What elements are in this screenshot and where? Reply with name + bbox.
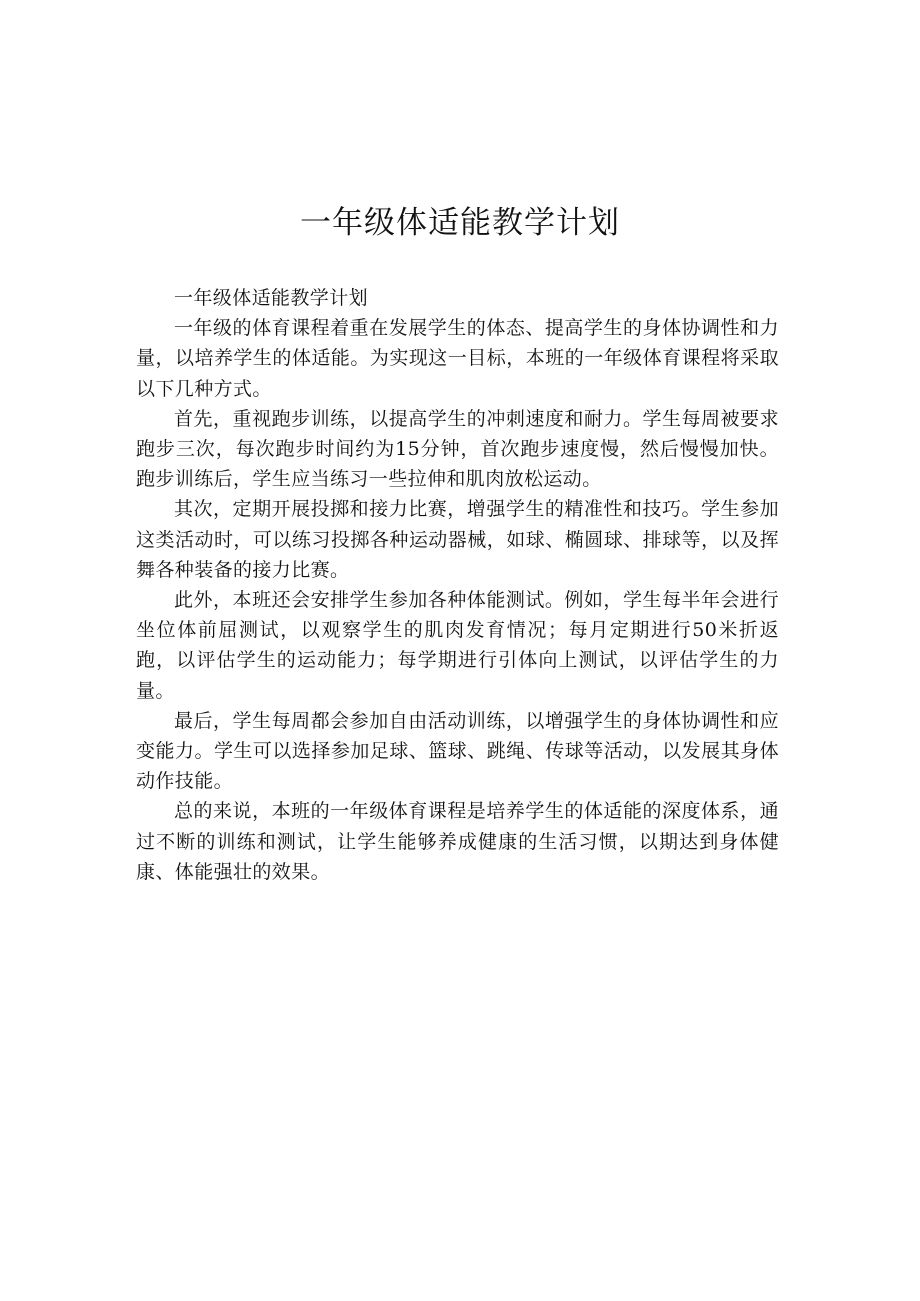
document-body bbox=[136, 283, 779, 887]
fitness-test-paragraph: 此外，本班还会安排学生参加各种体能测试。例如，学生每半年会进行坐位体前屈测试，以观察学生的肌肉发育情况；每月定期进行50米折返跑，以评估学生的运动能力；每学期进行引体向上测试，以评估学生的力量。 bbox=[136, 589, 779, 702]
running-paragraph: 首先，重视跑步训练，以提高学生的冲刺速度和耐力。学生每周被要求跑步三次，每次跑步时间约为15分钟，首次跑步速度慢，然后慢慢加快。跑步训练后，学生应当练习一些拉伸和肌肉放松运动。 bbox=[136, 407, 779, 491]
intro-paragraph: 一年级的体育课程着重在发展学生的体态、提高学生的身体协调性和力量，以培养学生的体适能。为实现这一目标，本班的一年级体育课程将采取以下几种方式。 bbox=[136, 317, 779, 400]
free-activity-paragraph: 最后，学生每周都会参加自由活动训练，以增强学生的身体协调性和应变能力。学生可以选择参加足球、篮球、跳绳、传球等活动，以发展其身体动作技能。 bbox=[136, 709, 779, 793]
subtitle-paragraph: 一年级体适能教学计划 bbox=[174, 287, 369, 309]
summary-paragraph: 总的来说，本班的一年级体育课程是培养学生的体适能的深度体系，通过不断的训练和测试，让学生能够养成健康的生活习惯，以期达到身体健康、体能强壮的效果。 bbox=[136, 800, 779, 883]
document-title: 一年级体适能教学计划 bbox=[300, 205, 620, 241]
throwing-relay-paragraph: 其次，定期开展投掷和接力比赛，增强学生的精准性和技巧。学生参加这类活动时，可以练习投掷各种运动器械，如球、椭圆球、排球等，以及挥舞各种装备的接力比赛。 bbox=[136, 498, 779, 581]
